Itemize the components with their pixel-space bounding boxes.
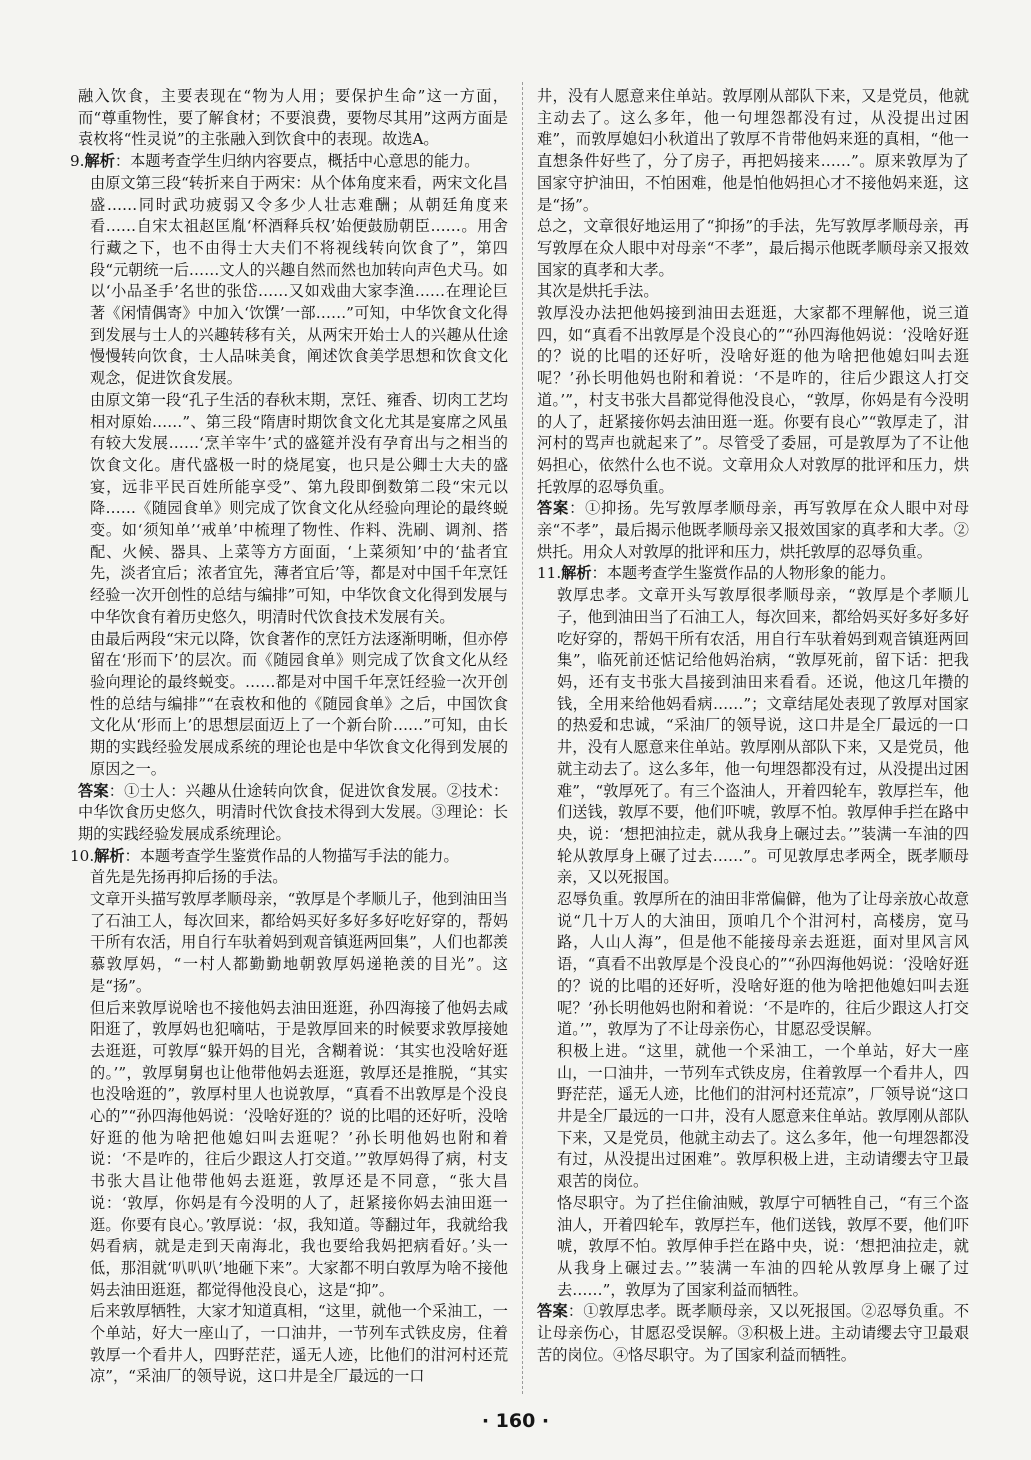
q11-paragraph: 忍辱负重。敦厚所在的油田非常偏僻，他为了让母亲放心故意说“几十万人的大油田，顶咱几个个泔河村，高楼房，宽马路，人山人海”，但是他不能接母亲去逛逛，面对里风言风语，“真看不出敦厚是个没良心的”“孙四海他妈说：‘没啥好逛的？说的比唱的还好听，没啥好逛的他为啥把他媳妇叫去逛呢？’孙长明他妈也附和着说：‘不是咋的，往后少跟这人打交道。’”，敦厚为了不让母亲伤心，甘愿忍受误解。 xyxy=(557,890,969,1039)
analysis-label: 解析 xyxy=(94,846,125,865)
q10-paragraph: 但后来敦厚说啥也不接他妈去油田逛逛，孙四海接了他妈去咸阳逛了，敦厚妈也犯嘀咕，于是敦厚回来的时候要求敦厚接她去逛逛，可敦厚“躲开妈的目光，含糊着说：‘其实也没啥好逛的。’”，敦厚舅舅也让他带他妈去逛逛，敦厚还是推脱，“其实也没啥逛的”，敦厚村里人也说敦厚，“真看不出敦厚是个没良心的”“孙四海他妈说：‘没啥好逛的？说的比唱的还好听，没啥好逛的他为啥把他媳妇叫去逛呢？’孙长明他妈也附和着说：‘不是咋的，往后少跟这人打交道。’”敦厚妈得了病，村支书张大昌让他带他妈去逛逛，敦厚还是不同意，“张大昌说：‘敦厚，你妈是有今没明的人了，赶紧接你妈去油田逛一逛。你要有良心。’敦厚说：‘叔，我知道。等翻过年，我就给我妈看病，就是走到天南海北，我也要给我妈把病看好。’头一低，那泪就‘叭叭叭’地砸下来”。大家都不明白敦厚为啥不接他妈去油田逛逛，都觉得他没良心，这是“抑”。 xyxy=(90,998,508,1299)
q11-paragraph: 积极上进。“这里，就他一个采油工，一个单站，好大一座山，一口油井，一节列车式铁皮房，住着敦厚一个看井人，四野茫茫，遥无人迹，比他们的泔河村还荒凉”，厂领导说“这口井是全厂最远的一口井，没有人愿意来住单站。敦厚刚从部队下来，又是党员，他就主动去了。这么多年，他一句埋怨都没有过，从没提出过困难”。敦厚积极上进，主动请缨去守卫最艰苦的岗位。 xyxy=(557,1041,969,1191)
q11-answer xyxy=(537,1301,969,1366)
q10-paragraph: 后来敦厚牺牲，大家才知道真相，“这里，就他一个采油工，一个单站，好大一座山了，一口油井，一节列车式铁皮房，住着敦厚一个看井人，四野茫茫，遥无人迹，比他们的泔河村还荒凉”，“采油厂的领导说，这口井是全厂最远的一口 xyxy=(90,1302,508,1386)
q10-paragraph: 敦厚没办法把他妈接到油田去逛逛，大家都不理解他，说三道四，如“真看不出敦厚是个没良心的”“孙四海他妈说：‘没啥好逛的？说的比唱的还好听，没啥好逛的他为啥把他媳妇叫去逛呢？’孙长明他妈也附和着说：‘不是咋的，往后少跟这人打交道。’”，村支书张大昌都觉得他没良心，“敦厚，你妈是有今没明的人了，赶紧接你妈去油田逛一逛。你要有良心”“敦厚走了，泔河村的骂声也就起来了”。尽管受了委屈，可是敦厚为了不让他妈担心，依然什么也不说。文章用众人对敦厚的批评和压力，烘托敦厚的忍辱负重。 xyxy=(537,304,969,496)
q8-analysis-tail: 融入饮食，主要表现在“物为人用；要保护生命”这一方面，而“尊重物性，要了解食材；不要浪费，要物尽其用”这两方面是袁枚将“性灵说”的主张融入到饮食中的表现。故选A。 xyxy=(78,87,508,149)
question-number: 9. xyxy=(70,152,85,171)
left-column xyxy=(70,86,508,1388)
q9-paragraph: 由最后两段“宋元以降，饮食著作的烹饪方法逐渐明晰，但亦停留在‘形而下’的层次。而《随园食单》则完成了饮食文化从经验向理论的最终蜕变。……都是对中国千年烹饪经验一次开创性的总结与编排”“在袁枚和他的《随园食单》之后，中国饮食文化从‘形而上’的思想层面迈上了一个新台阶……”可知，由长期的实践经验发展成系统的理论也是中华饮食文化得到发展的原因之一。 xyxy=(90,629,508,778)
answer-label: 答案 xyxy=(537,499,570,518)
answer-label: 答案 xyxy=(78,781,109,800)
q10-answer xyxy=(537,498,969,563)
q10-paragraph: 首先是先扬再抑后扬的手法。 xyxy=(90,868,288,887)
q9-paragraph: 由原文第一段“孔子生活的春秋末期，烹饪、雍香、切肉工艺均相对原始……”、第三段“隋唐时期饮食文化尤其是宴席之风虽有较大发展……‘烹羊宰牛’式的盛筵并没有孕育出与之相当的饮食文化。唐代盛极一时的烧尾宴，也只是公卿士大夫的盛宴，远非平民百姓所能享受”、第九段即倒数第二段“宋元以降……《随园食单》则完成了饮食文化从经验向理论的最终蜕变。如‘须知单’‘戒单’中梳理了物性、作料、洗刷、调剂、搭配、火候、器具、上菜等方方面面，‘上菜须知’中的‘盐者宜先，淡者宜后；浓者宜先，薄者宜后’等，都是对中国千年烹饪经验一次开创性的总结与编排”可知，中华饮食文化得到发展与中华饮食有着历史悠久，明清时代饮食技术发展有关。 xyxy=(90,390,508,626)
analysis-lead-text: ：本题考查学生归纳内容要点，概括中心意思的能力。 xyxy=(114,152,480,171)
q10-paragraph: 其次是烘托手法。 xyxy=(537,282,659,301)
right-column xyxy=(537,86,969,1366)
page-number: · 160 · xyxy=(481,1410,550,1432)
column-divider xyxy=(522,82,523,1394)
question-number: 10. xyxy=(70,846,95,865)
analysis-lead-text: ：本题考查学生鉴赏作品的人物描写手法的能力。 xyxy=(124,846,459,865)
analysis-label: 解析 xyxy=(561,564,592,583)
answer-text: ：①敦厚忠孝。既孝顺母亲，又以死报国。②忍辱负重。不让母亲伤心，甘愿忍受误解。③积极上进。主动请缨去守卫最艰苦的岗位。④恪尽职守。为了国家利益而牺牲。 xyxy=(537,1302,969,1364)
q10-block xyxy=(70,846,508,1389)
q10-paragraph: 文章开头描写敦厚孝顺母亲，“敦厚是个孝顺儿子，他到油田当了石油工人，每次回来，都给妈买好多好多好吃好穿的，帮妈干所有农活，用自行车驮着妈到观音镇逛两回集”，人们也都羡慕敦厚妈，“一村人都勤勤地朝敦厚妈递艳羡的目光”。这是“扬”。 xyxy=(90,890,508,995)
analysis-label: 解析 xyxy=(84,152,115,171)
q11-block xyxy=(537,563,969,1366)
q9-analysis-lead xyxy=(70,151,508,173)
q9-paragraph: 由原文第三段“转折来自于两宋：从个体角度来看，两宋文化昌盛……同时武功疲弱又令多少人壮志难酬；从朝廷角度来看……自宋太祖赵匡胤‘杯酒释兵权’始便鼓励朝臣……。用舍行藏之下，也不由得士大夫们不将视线转向饮食了”，第四段“元朝统一后……文人的兴趣自然而然也加转向声色犬马。如以‘小品圣手’名世的张岱……又如戏曲大家李渔……在理论巨著《闲情偶寄》中加入‘饮馔’一部……”可知，中华饮食文化得到发展与士人的兴趣转移有关，从两宋开始士人的兴趣从仕途慢慢转向饮食，士人品味美食，阐述饮食美学思想和饮食文化观念，促进饮食发展。 xyxy=(90,173,508,388)
analysis-lead-text: ：本题考查学生鉴赏作品的人物形象的能力。 xyxy=(591,564,896,583)
answer-text: ：①士人：兴趣从仕途转向饮食，促进饮食发展。②技术：中华饮食历史悠久，明清时代饮食技术得到大发展。③理论：长期的实践经验发展成系统理论。 xyxy=(78,781,509,843)
q9-block xyxy=(70,151,508,846)
q10-continued-block xyxy=(537,86,969,563)
q10-paragraph: 总之，文章很好地运用了“抑扬”的手法，先写敦厚孝顺母亲，再写敦厚在众人眼中对母亲“不孝”，最后揭示他既孝顺母亲又报效国家的真孝和大孝。 xyxy=(537,217,969,279)
q9-answer xyxy=(70,781,508,846)
q11-analysis-lead xyxy=(537,563,969,585)
q11-paragraph: 恪尽职守。为了拦住偷油贼，敦厚宁可牺牲自己，“有三个盗油人，开着四轮车，敦厚拦车，他们送钱，敦厚不要，他们吓唬，敦厚不怕。敦厚伸手拦在路中央，说：‘想把油拉走，就从我身上碾过去。’”装满一车油的四轮从敦厚身上碾了过去……”，敦厚为了国家利益而牺牲。 xyxy=(557,1193,969,1299)
q10-analysis-lead xyxy=(70,846,508,868)
answer-text: ：①抑扬。先写敦厚孝顺母亲，再写敦厚在众人眼中对母亲“不孝”，最后揭示他既孝顺母亲又报效国家的真孝和大孝。②烘托。用众人对敦厚的批评和压力，烘托敦厚的忍辱负重。 xyxy=(537,499,969,561)
question-number: 11. xyxy=(537,564,562,583)
answer-label: 答案 xyxy=(537,1302,568,1321)
q10-paragraph: 井，没有人愿意来住单站。敦厚刚从部队下来，又是党员，他就主动去了。这么多年，他一句埋怨都没有过，从没提出过困难”，而敦厚媳妇小秋道出了敦厚不肯带他妈来逛的真相，“他一直想条件好些了，分了房子，再把妈接来……”。原来敦厚为了国家守护油田，不怕困难，他是怕他妈担心才不接他妈来逛，这是“扬”。 xyxy=(537,87,969,214)
q11-paragraph: 敦厚忠孝。文章开头写敦厚很孝顺母亲，“敦厚是个孝顺儿子，他到油田当了石油工人，每次回来，都给妈买好多好多好吃好穿的，帮妈干所有农活，用自行车驮着妈到观音镇逛两回集”，临死前还惦记给他妈治病，“敦厚死前，留下话：把我妈，还有支书张大昌接到油田来看看。还说，他这几年攒的钱，全用来给他妈看病……”；文章结尾处表现了敦厚对国家的热爱和忠诚，“采油厂的领导说，这口井是全厂最远的一口井，没有人愿意来住单站。敦厚刚从部队下来，又是党员，他就主动去了。这么多年，他一句埋怨都没有过，从没提出过困难”，“敦厚死了。有三个盗油人，开着四轮车，敦厚拦车，他们送钱，敦厚不要，他们吓唬，敦厚不怕。敦厚伸手拦在路中央，说：‘想把油拉走，就从我身上碾过去。’”装满一车油的四轮从敦厚身上碾了过去……”。可见敦厚忠孝两全，既孝顺母亲，又以死报国。 xyxy=(557,586,969,887)
